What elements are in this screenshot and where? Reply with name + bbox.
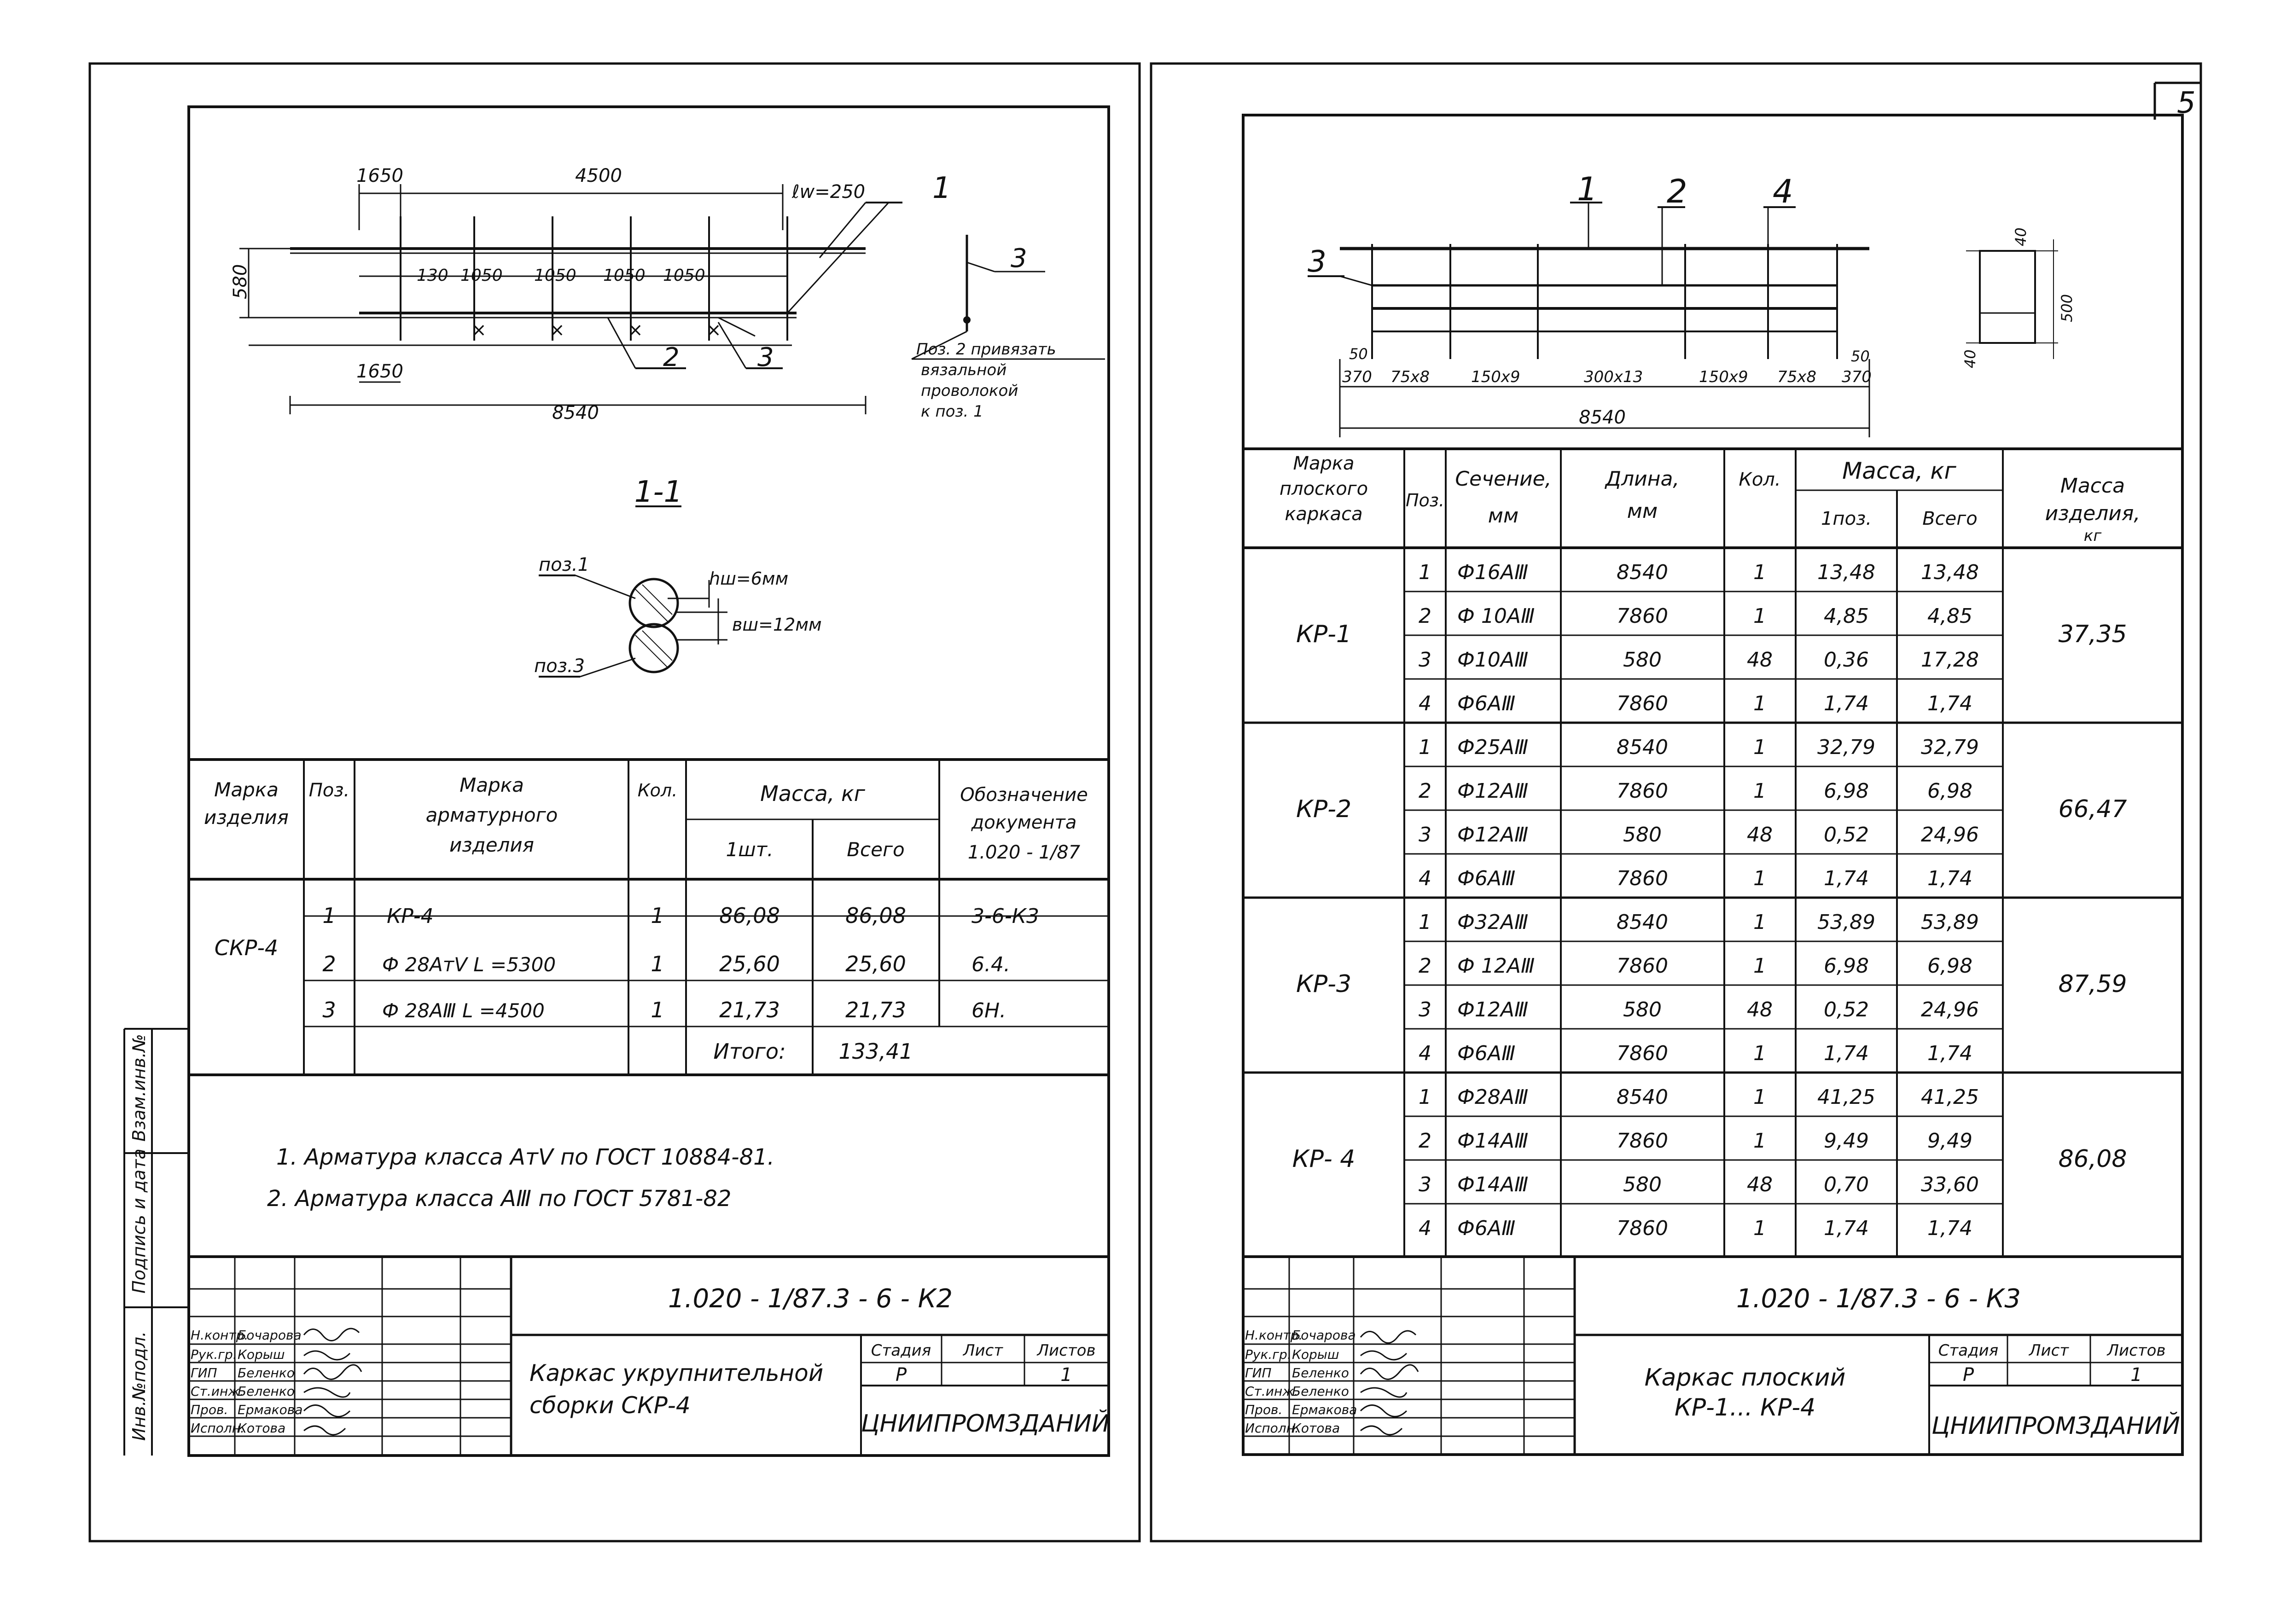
right-stamp-role-1: Н.контр. (1245, 1328, 1303, 1343)
rt-header-mark-2: плоского (1279, 478, 1368, 499)
lt-row3-total: 21,73 (845, 998, 906, 1022)
rt-cell-all: 24,96 (1921, 998, 1979, 1021)
lt-row3-doc: 6Н. (971, 999, 1006, 1022)
left-stamp-name-3: Беленко (238, 1365, 295, 1380)
left-stamp-role-5: Пров. (191, 1402, 228, 1417)
right-stamp-role-6: Исполн. (1245, 1421, 1299, 1436)
rt-cell-one: 41,25 (1817, 1085, 1875, 1109)
rt-cell-all: 53,89 (1921, 911, 1979, 934)
lt-header-mark-2: изделия (204, 806, 289, 829)
left-stamp-name-5: Ермакова (238, 1402, 303, 1417)
rdim-150x9-left: 150х9 (1471, 368, 1520, 386)
right-stamp-stage-h: Стадия (1938, 1341, 1999, 1360)
rt-header-product-3: кг (2083, 527, 2102, 545)
lt-header-mass: Масса, кг (760, 781, 865, 806)
rt-cell-all: 1,74 (1927, 1042, 1972, 1065)
rt-cell-qty: 1 (1753, 779, 1766, 803)
rcallout-1: 1 (1577, 170, 1598, 208)
rt-header-mass-pos: 1поз. (1821, 508, 1872, 529)
lt-row1-pos: 1 (322, 903, 336, 928)
rt-header-section-1: Сечение, (1455, 467, 1552, 491)
right-stamp-sheet-h: Лист (2029, 1341, 2069, 1360)
rt-header-mass: Масса, кг (1842, 458, 1956, 484)
sheet-frames (90, 64, 2201, 1541)
left-stamp-name-6: Котова (238, 1421, 286, 1436)
dim-inner-5: 1050 (663, 266, 705, 285)
right-stamp-stage: Р (1962, 1364, 1974, 1386)
right-stamp-title-2: КР-1... КР-4 (1674, 1394, 1816, 1421)
lt-row2-doc: 6.4. (971, 953, 1010, 976)
rt-cell-qty: 1 (1753, 1085, 1766, 1109)
side-callout-3: 3 (1011, 244, 1027, 273)
rt-header-qty: Кол. (1739, 469, 1781, 490)
svg-text:×: × (471, 319, 487, 341)
rt-cell-sec: Ф12АⅢ (1457, 823, 1529, 847)
rdim-8540: 8540 (1579, 407, 1626, 428)
rt-cell-one: 9,49 (1824, 1129, 1869, 1153)
svg-text:×: × (706, 319, 721, 341)
lt-header-reinf-1: Марка (460, 774, 524, 796)
callout-1: 1 (932, 171, 951, 205)
rt-cell-sec: Ф14АⅢ (1457, 1173, 1529, 1196)
rt-cell-all: 6,98 (1927, 954, 1972, 978)
rt-cell-one: 1,74 (1824, 692, 1869, 715)
rt-cell-pos: 2 (1419, 954, 1431, 978)
rt-cell-pos: 3 (1419, 998, 1431, 1021)
left-stamp-stage-h: Стадия (871, 1341, 931, 1360)
dim-1650-bottom: 1650 (356, 361, 403, 382)
dim-inner-2: 1050 (460, 266, 503, 285)
rt-cell-len: 580 (1623, 823, 1662, 847)
rt-cell-len: 8540 (1617, 561, 1668, 584)
rt-cell-sec: Ф 12АⅢ (1457, 954, 1535, 978)
rt-cell-all: 1,74 (1927, 1217, 1972, 1240)
lt-header-reinf-2: арматурного (425, 804, 558, 826)
rt-cell-len: 7860 (1617, 779, 1668, 803)
flat-frame-drawing (1308, 203, 2058, 437)
note-line-3: проволокой (921, 382, 1018, 400)
lt-row2-reinf: Ф 28АтⅤ L =5300 (382, 953, 556, 976)
rt-cell-len: 7860 (1617, 1129, 1668, 1153)
dim-1650-top: 1650 (356, 165, 403, 186)
rt-cell-qty: 1 (1753, 1217, 1766, 1240)
lt-header-doc-2: документа (971, 812, 1077, 833)
rsec-dim-height: 500 (2058, 294, 2076, 322)
right-stamp-signatures (1361, 1331, 1418, 1435)
rt-cell-all: 9,49 (1927, 1129, 1972, 1153)
rt-cell-qty: 1 (1753, 1042, 1766, 1065)
rt-cell-all: 1,74 (1927, 692, 1972, 715)
note-line-4: к поз. 1 (921, 402, 983, 421)
rt-cell-sec: Ф12АⅢ (1457, 998, 1529, 1021)
rt-cell-sec: Ф6АⅢ (1457, 1217, 1516, 1240)
rt-header-mark-1: Марка (1293, 453, 1355, 474)
rt-cell-qty: 48 (1747, 1173, 1773, 1196)
left-stamp-org: ЦНИИПРОМЗДАНИЙ (861, 1410, 1110, 1438)
rt-group-mark: КР-3 (1296, 970, 1352, 998)
rt-cell-one: 32,79 (1817, 736, 1875, 759)
section-1-1-drawing (539, 506, 727, 677)
lt-total-label: Итого: (713, 1039, 786, 1064)
left-stamp-title-1: Каркас укрупнительной (529, 1360, 824, 1386)
rt-cell-qty: 1 (1753, 692, 1766, 715)
rt-cell-sec: Ф12АⅢ (1457, 779, 1529, 803)
dim-inner-3: 1050 (534, 266, 576, 285)
right-stamp-role-3: ГИП (1245, 1365, 1272, 1380)
lt-row3-qty: 1 (651, 998, 664, 1022)
rt-cell-sec: Ф 10АⅢ (1457, 604, 1535, 628)
rt-group-mass: 87,59 (2058, 970, 2127, 998)
lt-total-value: 133,41 (838, 1039, 913, 1064)
right-stamp-role-5: Пров. (1245, 1402, 1283, 1417)
rdim-370-right: 370 (1842, 368, 1872, 386)
rt-header-mark-3: каркаса (1285, 504, 1363, 525)
rt-cell-one: 0,52 (1824, 998, 1869, 1021)
left-stamp-role-2: Рук.гр. (191, 1347, 237, 1362)
rt-cell-qty: 48 (1747, 823, 1773, 847)
rt-cell-pos: 2 (1419, 779, 1431, 803)
rt-cell-pos: 1 (1419, 911, 1431, 934)
rt-cell-one: 53,89 (1817, 911, 1875, 934)
rt-cell-pos: 2 (1419, 604, 1431, 628)
right-stamp-name-5: Ермакова (1292, 1402, 1357, 1417)
weld-height: hш=6мм (709, 568, 789, 589)
rcallout-2: 2 (1667, 173, 1687, 210)
lt-row3-reinf: Ф 28АⅢ L =4500 (382, 999, 545, 1022)
rt-cell-len: 580 (1623, 998, 1662, 1021)
rt-cell-sec: Ф6АⅢ (1457, 692, 1516, 715)
rt-cell-sec: Ф6АⅢ (1457, 1042, 1516, 1065)
right-stamp-sheets: 1 (2130, 1364, 2142, 1386)
rt-cell-qty: 1 (1753, 604, 1766, 628)
rt-cell-pos: 4 (1419, 692, 1431, 715)
dim-4500: 4500 (575, 165, 622, 186)
left-stamp-sheets-h: Листов (1037, 1341, 1096, 1360)
left-stamp-role-4: Ст.инж. (191, 1384, 244, 1399)
section-label-pos3: поз.3 (534, 655, 585, 677)
lt-row1-qty: 1 (651, 903, 664, 928)
note-2: 2. Арматура класса АⅢ по ГОСТ 5781-82 (267, 1186, 732, 1212)
rt-cell-all: 41,25 (1921, 1085, 1979, 1109)
left-stamp-sheet-h: Лист (963, 1341, 1003, 1360)
lt-header-doc-3: 1.020 - 1/87 (967, 842, 1081, 863)
dim-inner-4: 1050 (603, 266, 646, 285)
rt-cell-one: 6,98 (1824, 779, 1869, 803)
rt-cell-qty: 1 (1753, 561, 1766, 584)
right-stamp-org: ЦНИИПРОМЗДАНИЙ (1931, 1412, 2180, 1440)
svg-text:×: × (628, 319, 643, 341)
lt-row1-reinf: КР-4 (387, 905, 434, 928)
rdim-300x13: 300х13 (1584, 368, 1643, 386)
side-label-inv: Инв.№подл. (129, 1331, 149, 1441)
section-title: 1-1 (634, 475, 683, 509)
svg-text:×: × (549, 319, 565, 341)
left-stamp-role-3: ГИП (191, 1365, 217, 1380)
rt-cell-sec: Ф28АⅢ (1457, 1085, 1529, 1109)
rt-group-mass: 37,35 (2058, 621, 2127, 648)
rt-cell-all: 6,98 (1927, 779, 1972, 803)
page-number: 5 (2177, 86, 2196, 120)
callout-2: 2 (663, 342, 680, 372)
rt-header-section-2: мм (1488, 504, 1519, 528)
lt-row2-one: 25,60 (719, 951, 780, 976)
rt-cell-len: 580 (1623, 1173, 1662, 1196)
right-stamp-name-3: Беленко (1292, 1365, 1349, 1380)
section-label-pos1: поз.1 (539, 554, 590, 575)
left-stamp-stage: Р (895, 1364, 907, 1386)
lt-header-mass-total: Всего (847, 838, 905, 861)
side-label-replace: Взам.инв.№ (129, 1034, 149, 1142)
rt-cell-pos: 4 (1419, 1217, 1431, 1240)
rt-header-mass-total: Всего (1922, 508, 1978, 529)
lt-header-doc-1: Обозначение (960, 784, 1088, 806)
right-stamp-name-1: Бочарова (1292, 1328, 1356, 1343)
lt-row2-total: 25,60 (845, 951, 906, 976)
right-stamp-role-2: Рук.гр. (1245, 1347, 1291, 1362)
rt-cell-pos: 2 (1419, 1129, 1431, 1153)
rt-cell-sec: Ф14АⅢ (1457, 1129, 1529, 1153)
lt-row2-qty: 1 (651, 951, 664, 976)
rdim-small-2: 50 (1851, 348, 1870, 365)
rt-cell-one: 13,48 (1817, 561, 1875, 584)
left-stamp-name-1: Бочарова (238, 1328, 302, 1343)
lt-header-qty: Кол. (637, 780, 678, 800)
rt-cell-len: 8540 (1617, 1085, 1668, 1109)
right-stamp-code: 1.020 - 1/87.3 - 6 - К3 (1736, 1284, 2021, 1314)
rt-cell-one: 1,74 (1824, 867, 1869, 890)
rt-cell-pos: 4 (1419, 867, 1431, 890)
rt-cell-len: 580 (1623, 648, 1662, 672)
left-stamp-code: 1.020 - 1/87.3 - 6 - К2 (668, 1284, 953, 1314)
rt-cell-qty: 1 (1753, 867, 1766, 890)
right-stamp-name-2: Корыш (1292, 1347, 1339, 1362)
rdim-150x9-right: 150х9 (1699, 368, 1748, 386)
rt-cell-one: 0,36 (1824, 648, 1869, 672)
rt-cell-all: 33,60 (1921, 1173, 1979, 1196)
rt-cell-len: 7860 (1617, 954, 1668, 978)
rt-cell-sec: Ф10АⅢ (1457, 648, 1529, 672)
rt-cell-sec: Ф25АⅢ (1457, 736, 1529, 759)
dim-inner-1: 130 (417, 266, 448, 285)
rt-header-product-2: изделия, (2045, 502, 2141, 525)
dim-8540: 8540 (552, 402, 599, 423)
lt-row3-pos: 3 (322, 998, 336, 1022)
rt-cell-qty: 1 (1753, 954, 1766, 978)
rdim-75x8-left: 75х8 (1390, 368, 1430, 386)
left-stamp-title-2: сборки СКР-4 (529, 1392, 691, 1419)
rt-cell-qty: 48 (1747, 998, 1773, 1021)
rt-header-length-2: мм (1627, 499, 1658, 523)
side-label-sign: Подпись и дата (129, 1148, 149, 1293)
frame-elevation-drawing (239, 184, 902, 414)
rt-group-mark: КР-1 (1296, 621, 1352, 648)
lt-header-pos: Поз. (308, 780, 350, 801)
rt-cell-one: 4,85 (1824, 604, 1869, 628)
rt-cell-all: 4,85 (1927, 604, 1972, 628)
rt-cell-pos: 1 (1419, 1085, 1431, 1109)
rsec-dim-bottom: 40 (1961, 349, 1979, 368)
rt-cell-len: 7860 (1617, 867, 1668, 890)
left-stamp-name-2: Корыш (238, 1347, 285, 1362)
rt-cell-pos: 3 (1419, 648, 1431, 672)
rt-cell-qty: 1 (1753, 736, 1766, 759)
rt-cell-qty: 1 (1753, 911, 1766, 934)
right-stamp-name-4: Беленко (1292, 1384, 1349, 1399)
callout-3: 3 (757, 342, 774, 372)
rt-cell-pos: 3 (1419, 1173, 1431, 1196)
right-stamp-role-4: Ст.инж. (1245, 1384, 1298, 1399)
lt-header-reinf-3: изделия (449, 834, 534, 856)
rt-group-mark: КР-2 (1296, 795, 1352, 823)
dim-lw: ℓw=250 (792, 181, 866, 203)
rt-cell-len: 7860 (1617, 1042, 1668, 1065)
rcallout-3: 3 (1308, 245, 1326, 279)
lt-row1-one: 86,08 (719, 903, 780, 928)
right-stamp-name-6: Котова (1292, 1421, 1340, 1436)
rt-cell-sec: Ф16АⅢ (1457, 561, 1529, 584)
rt-cell-pos: 1 (1419, 736, 1431, 759)
rt-cell-sec: Ф32АⅢ (1457, 911, 1529, 934)
rt-cell-pos: 1 (1419, 561, 1431, 584)
note-line-2: вязальной (921, 361, 1007, 379)
rt-cell-one: 0,70 (1824, 1173, 1869, 1196)
rt-group-mass: 86,08 (2058, 1145, 2127, 1173)
rt-cell-one: 6,98 (1824, 954, 1869, 978)
rt-cell-all: 24,96 (1921, 823, 1979, 847)
weld-width: вш=12мм (732, 615, 822, 635)
rt-cell-pos: 4 (1419, 1042, 1431, 1065)
right-stamp-title-1: Каркас плоский (1644, 1364, 1846, 1392)
lt-row1-doc: 3-6-К3 (971, 905, 1039, 928)
rt-cell-len: 7860 (1617, 604, 1668, 628)
dim-580: 580 (230, 264, 251, 299)
lt-row1-total: 86,08 (845, 903, 906, 928)
rt-cell-len: 7860 (1617, 692, 1668, 715)
rt-cell-len: 8540 (1617, 736, 1668, 759)
right-table-rows (1292, 561, 2127, 1240)
note-1: 1. Арматура класса АтⅤ по ГОСТ 10884-81. (276, 1144, 774, 1170)
rt-cell-pos: 3 (1419, 823, 1431, 847)
rsec-dim-top: 40 (2012, 227, 2030, 246)
rt-group-mark: КР- 4 (1292, 1145, 1355, 1173)
rt-cell-len: 7860 (1617, 1217, 1668, 1240)
right-table-grid (1243, 449, 2182, 1257)
rt-cell-sec: Ф6АⅢ (1457, 867, 1516, 890)
lt-row3-one: 21,73 (719, 998, 780, 1022)
left-stamp-role-1: Н.контр. (191, 1328, 249, 1343)
rt-cell-len: 8540 (1617, 911, 1668, 934)
rt-cell-qty: 1 (1753, 1129, 1766, 1153)
rt-cell-one: 1,74 (1824, 1042, 1869, 1065)
left-stamp-name-4: Беленко (238, 1384, 295, 1399)
rdim-small-1: 50 (1349, 345, 1368, 363)
rt-cell-all: 13,48 (1921, 561, 1979, 584)
rt-cell-one: 1,74 (1824, 1217, 1869, 1240)
lt-row2-pos: 2 (322, 951, 336, 976)
right-stamp-sheets-h: Листов (2107, 1341, 2166, 1360)
rt-header-pos: Поз. (1405, 490, 1445, 510)
rt-header-length-1: Длина, (1605, 467, 1680, 491)
rt-cell-all: 1,74 (1927, 867, 1972, 890)
rcallout-4: 4 (1773, 173, 1793, 210)
rt-cell-all: 17,28 (1921, 648, 1979, 672)
left-stamp-role-6: Исполн. (191, 1421, 244, 1436)
left-stamp-sheets: 1 (1060, 1364, 1072, 1386)
rdim-75x8-right: 75х8 (1777, 368, 1817, 386)
lt-header-mass-one: 1шт. (726, 838, 774, 861)
note-line-1: Поз. 2 привязать (916, 340, 1056, 359)
rt-group-mass: 66,47 (2058, 795, 2127, 823)
rt-header-product-1: Масса (2060, 474, 2125, 498)
lt-header-mark-1: Марка (214, 778, 279, 801)
rdim-370-left: 370 (1342, 368, 1372, 386)
rt-cell-all: 32,79 (1921, 736, 1979, 759)
rt-cell-qty: 48 (1747, 648, 1773, 672)
rt-cell-one: 0,52 (1824, 823, 1869, 847)
lt-mark: СКР-4 (214, 935, 279, 960)
